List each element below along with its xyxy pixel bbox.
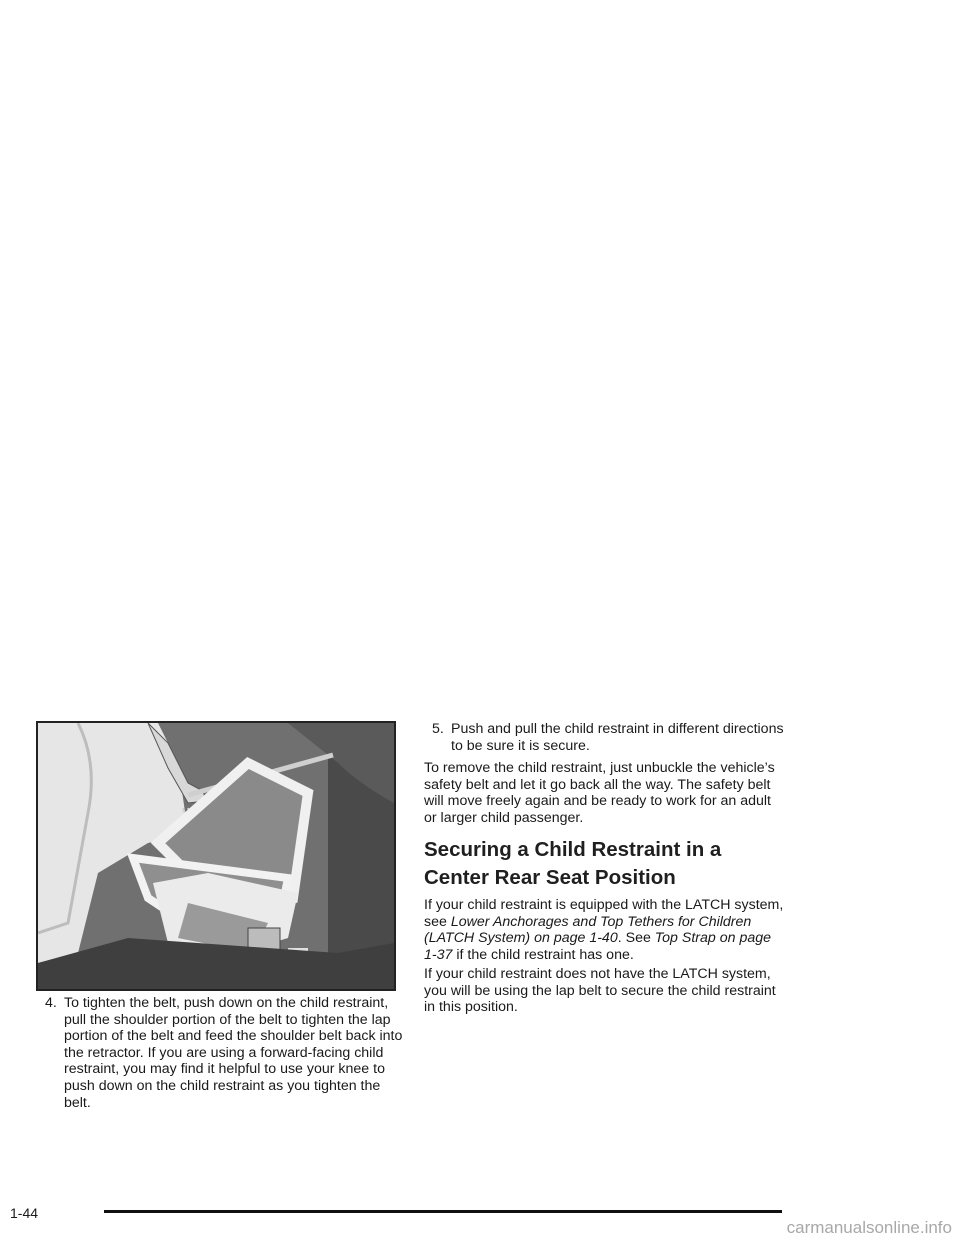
page-number: 1-44	[10, 1205, 39, 1221]
watermark: carmanualsonline.info	[786, 1218, 952, 1237]
latch-end: if the child restraint has one.	[452, 946, 634, 963]
top-strap-reference-link[interactable]: Top Strap on page 1-37	[424, 930, 772, 963]
latch-reference-link[interactable]: Lower Anchorages and Top Tethers for Children (LATCH System) on page 1-40	[424, 913, 752, 947]
latch-intro: If your child restraint is equipped with the LATCH system, see	[424, 897, 784, 930]
no-latch-paragraph: If your child restraint does not have the LATCH system, you will be using the lap belt to secure the child restraint in this position.	[424, 966, 776, 1016]
step-5	[432, 721, 792, 754]
step-4-text: To tighten the belt, push down on the child restraint, pull the shoulder portion of the belt to tighten the lap portion of the belt and feed the shoulder belt back into the retractor. If you are using a forward-facing child restraint, you may find it helpful to use your knee to push down on the child restraint as you tighten the belt.	[64, 995, 403, 1111]
step-4-number: 4.	[45, 995, 57, 1011]
footer-rule	[104, 1210, 782, 1213]
child-restraint-illustration	[36, 721, 396, 991]
latch-mid: . See	[617, 930, 655, 947]
step-4	[45, 995, 405, 1111]
section-heading: Securing a Child Restraint in a Center Rear Seat Position	[424, 838, 722, 889]
step-5-text: Push and pull the child restraint in different directions to be sure it is secure.	[451, 721, 784, 754]
latch-paragraph	[424, 897, 786, 963]
remove-restraint-paragraph: To remove the child restraint, just unbuckle the vehicle’s safety belt and let it go back all the way. The safety belt will move freely again and be ready to work for an adult or larger child passenger.	[424, 760, 775, 826]
step-5-number: 5.	[432, 721, 444, 737]
